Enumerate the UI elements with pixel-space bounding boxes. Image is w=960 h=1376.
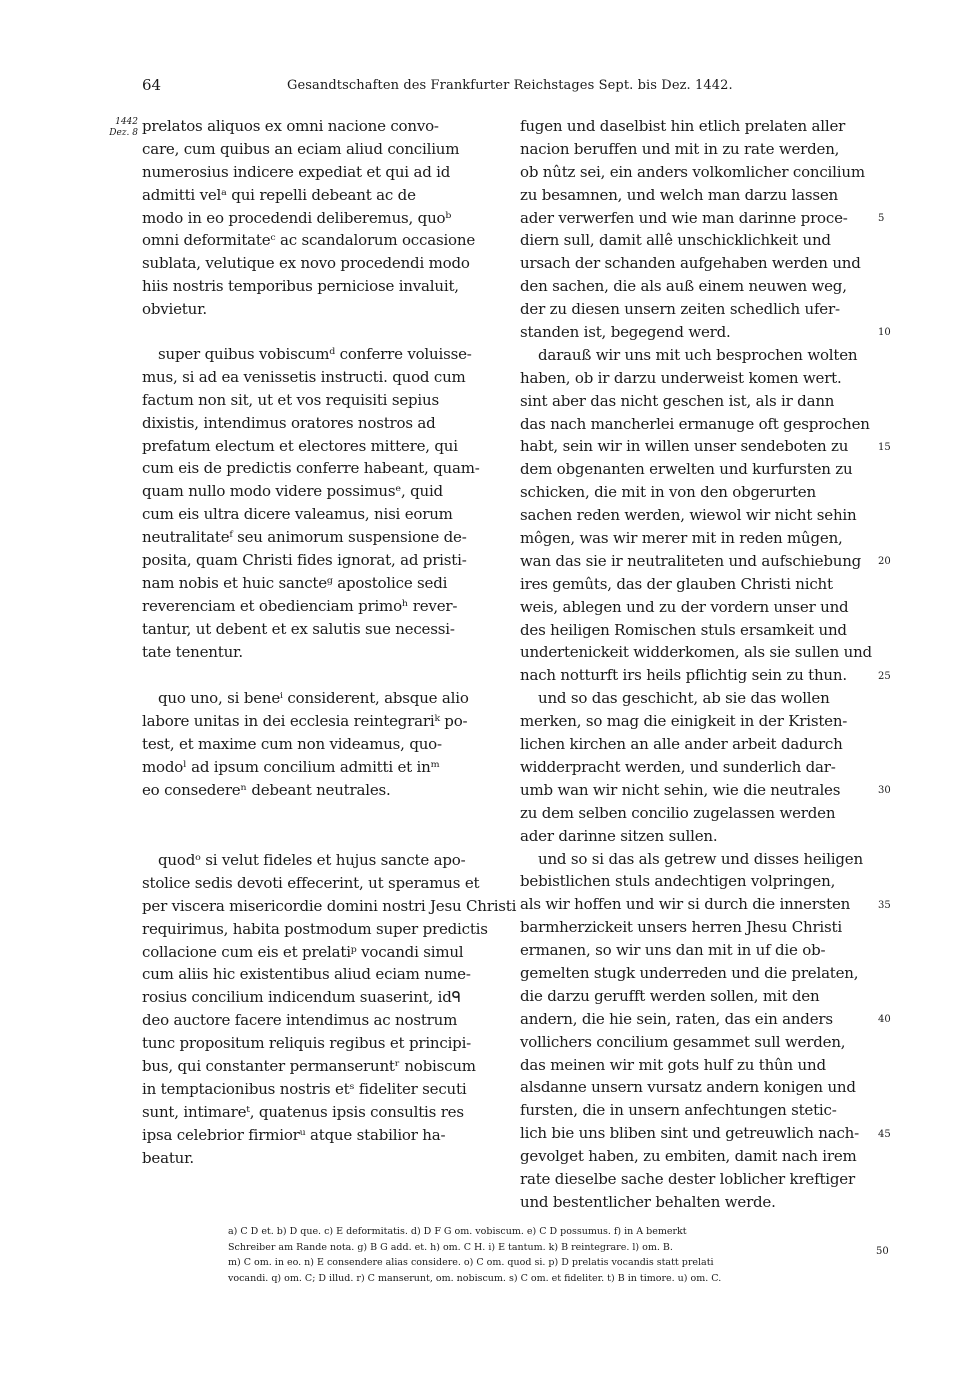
- german-line: habt, sein wir in willen unser sendeboten zu: [520, 437, 849, 456]
- german-line: zu dem selben concilio zugelassen werden: [520, 803, 836, 822]
- latin-line: hiis nostris temporibus perniciose invaluit,: [142, 277, 459, 296]
- line-number: 20: [878, 556, 891, 568]
- latin-line: nam nobis et huic sancteᵍ apostolice sedi: [142, 573, 448, 592]
- german-line: gemelten stugk underreden und die prelaten,: [520, 963, 859, 982]
- footnotes: [228, 1224, 878, 1286]
- latin-line: dixistis, intendimus oratores nostros ad: [142, 413, 436, 432]
- german-line: ob nûtz sei, ein anders volkomlicher concilium: [520, 162, 865, 181]
- latin-line: care, cum quibus an eciam aliud concilium: [142, 139, 460, 158]
- german-line: und so si das als getrew und disses heiligen: [538, 849, 863, 868]
- latin-line: quo uno, si beneⁱ considerent, absque alio: [158, 689, 469, 707]
- line-number: 30: [878, 785, 891, 797]
- german-line: barmherzickeit unsers herren Jhesu Christi: [520, 918, 842, 937]
- german-line: undertenickeit widderkomen, als sie sullen und: [520, 643, 872, 662]
- german-line: und bestentlicher behalten werde.: [520, 1192, 776, 1211]
- page-header: [142, 76, 882, 98]
- line-number: 5: [878, 212, 885, 224]
- footnote-line: Schreiber am Rande nota. g) B G add. et. h) om. C H. i) E tantum. k) B reintegrare. l) om. B.: [228, 1241, 673, 1253]
- line-number: 25: [878, 670, 891, 682]
- german-line: lich bie uns bliben sint und getreuwlich nach-: [520, 1124, 860, 1143]
- latin-line: labore unitas in dei ecclesia reintegrariᵏ po-: [142, 711, 468, 730]
- german-line: gevolget haben, zu embiten, damit nach irem: [520, 1147, 857, 1166]
- latin-line: tunc propositum reliquis regibus et principi-: [142, 1034, 472, 1053]
- latin-line: sublata, velutique ex novo procedendi modo: [142, 254, 470, 273]
- latin-paragraph: [142, 849, 517, 1169]
- latin-line: cum eis ultra dicere valeamus, nisi eorum: [142, 505, 453, 524]
- german-line: dem obgenanten erwelten und kurfursten zu: [520, 460, 853, 479]
- latin-line: quodᵒ si velut fideles et hujus sancte apo-: [158, 851, 466, 869]
- german-line: nacion beruffen und mit in zu rate werden,: [520, 139, 840, 158]
- german-line: das meinen wir mit gots hulf zu thûn und: [520, 1055, 826, 1074]
- german-line: ires gemûts, das der glauben Christi nicht: [520, 574, 833, 593]
- line-number: 50: [876, 1246, 889, 1257]
- latin-line: mus, si ad ea venissetis instructi. quod cum: [142, 367, 466, 386]
- german-line: rate dieselbe sache dester loblicher kreftiger: [520, 1169, 855, 1188]
- line-number: 40: [878, 1014, 891, 1026]
- german-line: darauß wir uns mit uch besprochen wolten: [538, 345, 858, 364]
- latin-line: requirimus, habita postmodum super predictis: [142, 919, 488, 938]
- latin-line: super quibus vobiscumᵈ conferre voluisse-: [158, 345, 472, 363]
- footnote-line: m) C om. in eo. n) E consendere alias considere. o) C om. quod si. p) D prelatis vocandis statt prelati: [228, 1257, 714, 1268]
- running-title: Gesandtschaften des Frankfurter Reichstages Sept. bis Dez. 1442.: [287, 78, 733, 93]
- latin-line: prefatum electum et electores mittere, qui: [142, 436, 458, 455]
- margin-date-year: 1442: [115, 117, 138, 127]
- line-number: 10: [878, 327, 891, 339]
- latin-line: eo consedereⁿ debeant neutrales.: [142, 780, 391, 799]
- latin-line: ipsa celebrior firmiorᵘ atque stabilior ha-: [142, 1125, 446, 1144]
- german-line: ermanen, so wir uns dan mit in uf die ob-: [520, 941, 826, 960]
- german-line: den sachen, die als auß einem neuwen weg,: [520, 277, 847, 296]
- german-line: merken, so mag die einigkeit in der Kristen-: [520, 712, 848, 731]
- margin-date-day: Dez. 8: [109, 128, 138, 138]
- line-number: 45: [878, 1128, 891, 1140]
- footnote-line: a) C D et. b) D que. c) E deformitatis. d) D F G om. vobiscum. e) C D possumus. f) in A bemerkt: [228, 1226, 687, 1237]
- german-line: weis, ablegen und zu der vordern unser und: [520, 597, 849, 616]
- page-number: 64: [142, 76, 162, 94]
- german-line: alsdanne unsern vursatz andern konigen und: [520, 1078, 856, 1097]
- latin-line: reverenciam et obedienciam primoʰ rever-: [142, 596, 458, 615]
- german-line: lichen kirchen an alle ander arbeit dadurch: [520, 735, 843, 754]
- german-line: das nach mancherlei ermanuge oft gesprochen: [520, 414, 870, 433]
- latin-line: per viscera misericordie domini nostri Jesu Christi: [142, 896, 517, 915]
- german-line: ursach der schanden aufgehaben werden und: [520, 254, 861, 273]
- latin-paragraph: [142, 687, 497, 801]
- latin-line: test, et maxime cum non videamus, quo-: [142, 734, 442, 753]
- latin-line: cum aliis hic existentibus aliud eciam nume-: [142, 965, 471, 984]
- line-number: 35: [878, 899, 891, 911]
- german-line: haben, ob ir darzu underweist komen wert.: [520, 368, 842, 387]
- german-line: der zu diesen unsern zeiten schedlich ufer-: [520, 300, 840, 319]
- german-line: und so das geschicht, ab sie das wollen: [538, 689, 830, 708]
- german-line: als wir hoffen und wir si durch die innersten: [520, 895, 851, 914]
- margin-date: [94, 117, 138, 139]
- latin-paragraph: [142, 115, 497, 321]
- latin-line: rosius concilium indicendum suaserint, idᑫ: [142, 988, 461, 1007]
- latin-line: admitti velᵃ qui repelli debeant ac de: [142, 185, 416, 204]
- footnote-line: vocandi. q) om. C; D illud. r) C manserunt, om. nobiscum. s) C om. et fideliter. t) B in timore. u) om. C.: [228, 1272, 722, 1284]
- german-line: zu besamnen, und welch man darzu lassen: [520, 185, 838, 204]
- latin-line: in temptacionibus nostris etˢ fideliter secuti: [142, 1079, 467, 1098]
- latin-line: stolice sedis devoti effecerint, ut speramus et: [142, 873, 480, 892]
- german-line: standen ist, begegend werd.: [520, 323, 731, 342]
- german-line: sint aber das nicht geschen ist, als ir dann: [520, 391, 835, 410]
- latin-line: collacione cum eis et prelatiᵖ vocandi simul: [142, 942, 464, 961]
- latin-line: quam nullo modo videre possimusᵉ, quid: [142, 482, 443, 501]
- latin-line: omni deformitateᶜ ac scandalorum occasione: [142, 231, 476, 250]
- latin-line: modoˡ ad ipsum concilium admitti et inᵐ: [142, 757, 440, 776]
- latin-paragraph: [142, 343, 497, 663]
- german-line: môgen, was wir merer mit in reden mûgen,: [520, 529, 843, 548]
- german-line: fugen und daselbist hin etlich prelaten aller: [520, 117, 846, 135]
- latin-line: numerosius indicere expediat et qui ad id: [142, 162, 451, 181]
- line-number: 15: [878, 441, 891, 453]
- german-line: ader verwerfen und wie man darinne proce-: [520, 208, 848, 227]
- german-line: nach notturft irs heils pflichtig sein zu thun.: [520, 666, 847, 685]
- german-line: des heiligen Romischen stuls ersamkeit und: [520, 620, 847, 639]
- german-line: die darzu gerufft werden sollen, mit den: [520, 986, 820, 1005]
- german-line: andern, die hie sein, raten, das ein anders: [520, 1009, 833, 1028]
- latin-line: bus, qui constanter permanseruntʳ nobiscum: [142, 1057, 476, 1076]
- latin-line: tantur, ut debent et ex salutis sue necessi-: [142, 619, 455, 638]
- german-line: schicken, die mit in von den obgerurten: [520, 483, 816, 502]
- german-line: fursten, die in unsern anfechtungen stetic-: [520, 1101, 837, 1120]
- german-column: [520, 115, 875, 1214]
- latin-line: prelatos aliquos ex omni nacione convo-: [142, 117, 439, 135]
- latin-line: factum non sit, ut et vos requisiti sepius: [142, 390, 439, 409]
- german-line: ader darinne sitzen sullen.: [520, 826, 718, 845]
- latin-line: obvietur.: [142, 300, 207, 319]
- latin-line: cum eis de predictis conferre habeant, quam-: [142, 459, 480, 478]
- german-line: vollichers concilium gesammet sull werden,: [520, 1032, 846, 1051]
- latin-line: deo auctore facere intendimus ac nostrum: [142, 1011, 458, 1030]
- german-line: bebistlichen stuls andechtigen volpringen,: [520, 872, 836, 891]
- german-line: wan das sie ir neutraliteten und aufschiebung: [520, 551, 862, 570]
- latin-line: neutralitateᶠ seu animorum suspensione de-: [142, 528, 467, 547]
- latin-line: beatur.: [142, 1148, 195, 1167]
- latin-line: posita, quam Christi fides ignorat, ad pristi-: [142, 551, 467, 570]
- latin-line: sunt, intimareᵗ, quatenus ipsis consultis res: [142, 1102, 464, 1121]
- german-line: sachen reden werden, wiewol wir nicht sehin: [520, 506, 857, 525]
- latin-line: modo in eo procedendi deliberemus, quoᵇ: [142, 208, 452, 227]
- german-line: diern sull, damit allê unschicklichkeit und: [520, 231, 831, 250]
- latin-line: tate tenentur.: [142, 642, 243, 661]
- german-line: widderpracht werden, und sunderlich dar-: [520, 757, 836, 776]
- german-line: umb wan wir nicht sehin, wie die neutrales: [520, 780, 841, 799]
